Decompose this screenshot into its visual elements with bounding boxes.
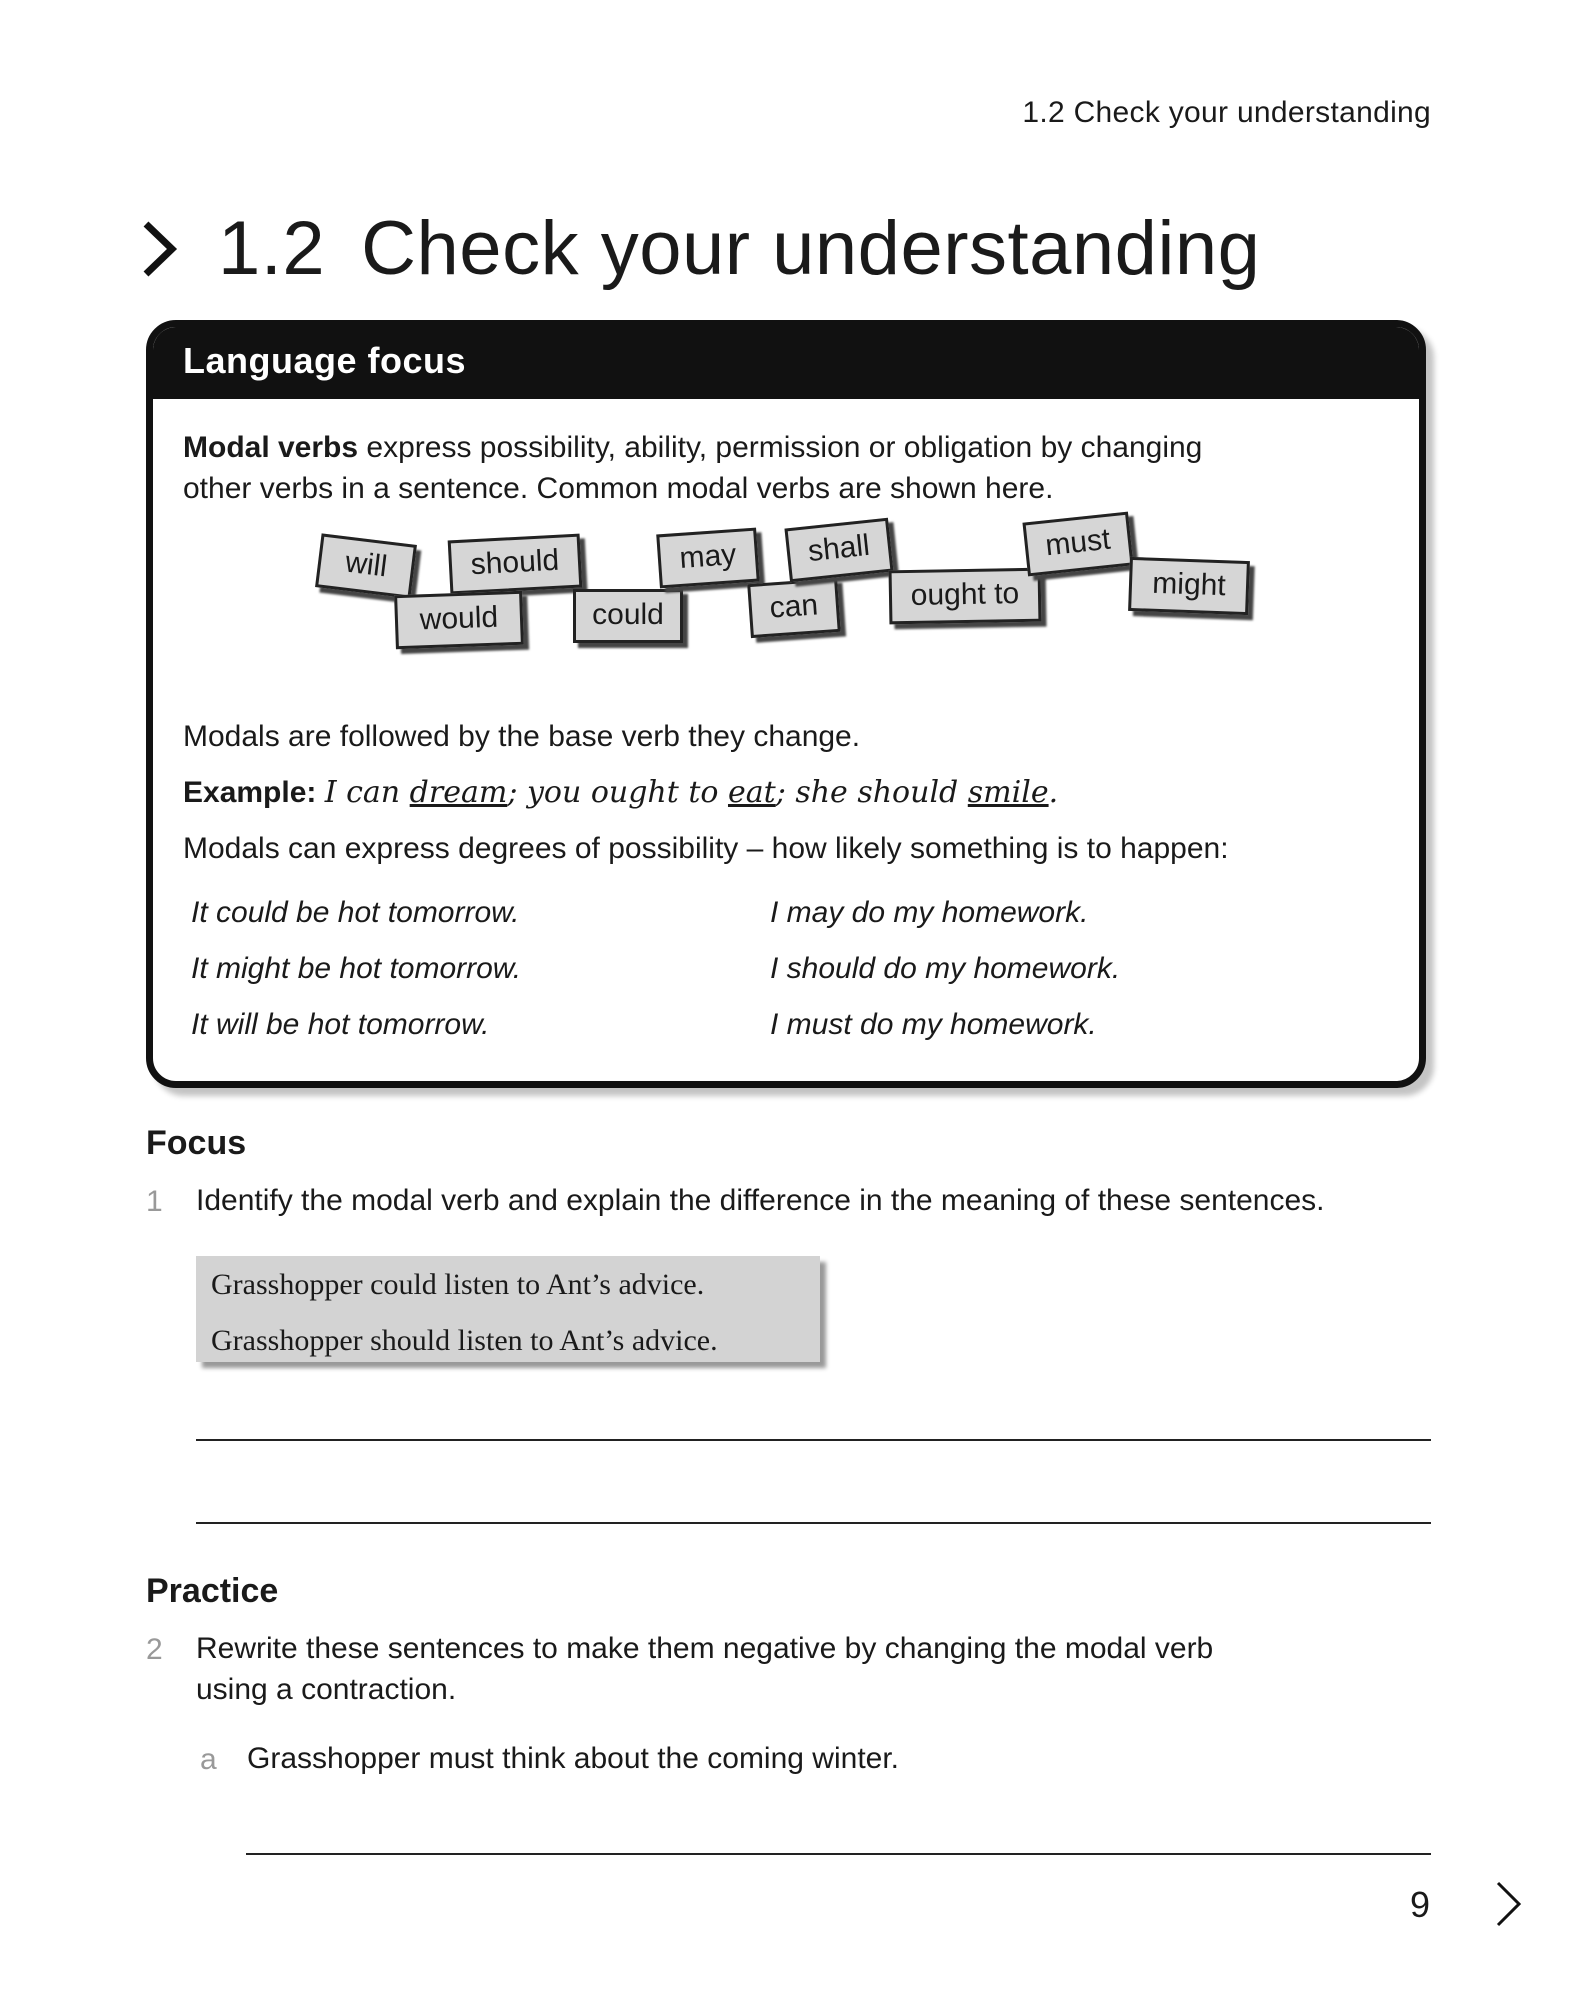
example-label: Example: bbox=[183, 776, 317, 809]
page-number: 9 bbox=[1410, 1884, 1431, 1925]
title-number: 1.2 bbox=[218, 206, 326, 291]
example-part: I can bbox=[324, 775, 410, 810]
example-part: ; you ought to bbox=[507, 775, 728, 810]
modal-card: should bbox=[448, 534, 583, 595]
sub-question-letter: a bbox=[200, 1743, 217, 1776]
example-sentence: It could be hot tomorrow. bbox=[191, 896, 520, 929]
example-part: ; she should bbox=[775, 775, 968, 810]
modal-card: will bbox=[315, 533, 417, 598]
modal-card: might bbox=[1128, 557, 1250, 615]
intro-paragraph bbox=[183, 427, 1202, 509]
intro-line-1: express possibility, ability, permission or obligation by changing bbox=[358, 431, 1203, 464]
running-header: 1.2 Check your understanding bbox=[1022, 96, 1431, 129]
chevron-right-icon[interactable] bbox=[1494, 1880, 1524, 1928]
page-title bbox=[140, 205, 1260, 292]
modal-card: must bbox=[1022, 512, 1133, 577]
example-sentence: I must do my homework. bbox=[770, 1008, 1097, 1041]
focus-heading: Focus bbox=[146, 1124, 247, 1162]
answer-line[interactable] bbox=[196, 1439, 1431, 1441]
answer-line[interactable] bbox=[196, 1522, 1431, 1524]
question-number: 1 bbox=[146, 1185, 163, 1218]
question-number: 2 bbox=[146, 1633, 163, 1666]
example-base-verb: eat bbox=[727, 775, 776, 810]
modal-card: can bbox=[747, 578, 841, 638]
question-line: Rewrite these sentences to make them negative by changing the modal verb bbox=[196, 1632, 1214, 1665]
question-line: using a contraction. bbox=[196, 1673, 457, 1706]
sub-question-text: Grasshopper must think about the coming winter. bbox=[247, 1742, 900, 1775]
language-focus-box bbox=[146, 320, 1426, 1088]
modal-card: ought to bbox=[889, 568, 1042, 625]
example-sentence: It might be hot tomorrow. bbox=[191, 952, 522, 985]
chevron-right-icon bbox=[140, 220, 180, 278]
modal-card: would bbox=[394, 591, 524, 649]
modal-card: may bbox=[656, 528, 760, 589]
modal-card: could bbox=[573, 589, 683, 643]
example-sentence: It will be hot tomorrow. bbox=[191, 1008, 490, 1041]
language-focus-heading: Language focus bbox=[153, 327, 1419, 399]
example-part: . bbox=[1048, 775, 1059, 810]
example-sentence: I should do my homework. bbox=[770, 952, 1121, 985]
followed-text: Modals are followed by the base verb they change. bbox=[183, 720, 861, 753]
focus-sentence: Grasshopper could listen to Ant’s advice. bbox=[211, 1268, 705, 1301]
intro-line-2: other verbs in a sentence. Common modal verbs are shown here. bbox=[183, 472, 1054, 505]
answer-line[interactable] bbox=[246, 1853, 1431, 1855]
possibility-examples-right bbox=[770, 896, 1120, 1064]
example-sentence bbox=[325, 775, 1058, 810]
modal-verb-cards bbox=[153, 517, 1419, 667]
example-base-verb: smile bbox=[967, 775, 1049, 810]
focus-sentence: Grasshopper should listen to Ant’s advice. bbox=[211, 1324, 718, 1357]
example-sentence: I may do my homework. bbox=[770, 896, 1089, 929]
degrees-text: Modals can express degrees of possibility – how likely something is to happen: bbox=[183, 832, 1229, 865]
modal-card: shall bbox=[784, 518, 893, 583]
sentences-box bbox=[196, 1256, 820, 1362]
practice-heading: Practice bbox=[146, 1572, 279, 1610]
question-text bbox=[196, 1628, 1213, 1710]
question-text: Identify the modal verb and explain the difference in the meaning of these sentences. bbox=[196, 1184, 1325, 1217]
intro-bold-term: Modal verbs bbox=[183, 431, 359, 464]
title-text: Check your understanding bbox=[361, 206, 1261, 291]
example-line bbox=[183, 772, 1058, 813]
possibility-examples-left bbox=[191, 896, 521, 1064]
example-base-verb: dream bbox=[409, 775, 508, 810]
